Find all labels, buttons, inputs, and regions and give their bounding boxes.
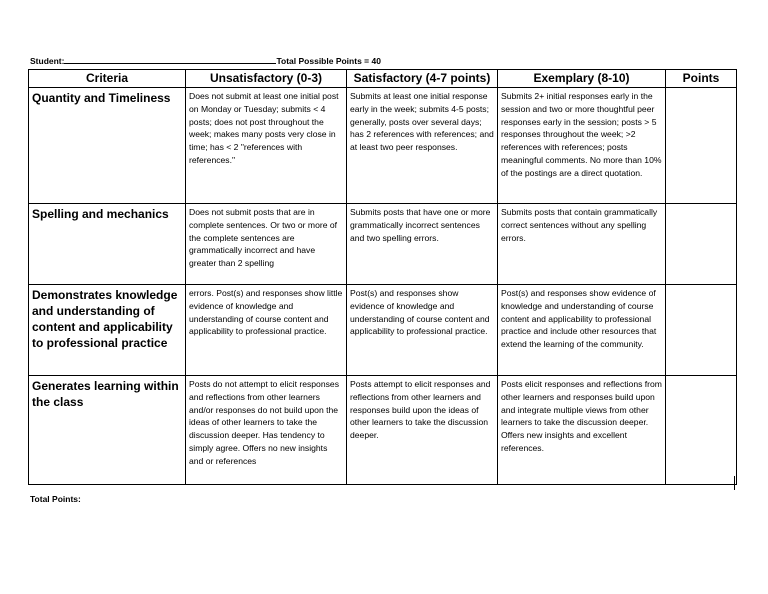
points-cell[interactable] — [666, 376, 737, 485]
table-border-tail — [734, 476, 735, 490]
exemplary-cell: Submits 2+ initial responses early in the session and two or more thoughtful peer responses early in the session; posts > 5 responses throughout the week; >2 references with references; posts meaningful comments. No more than 10% of the postings are a direct quotation. — [498, 88, 666, 204]
satisfactory-cell: Post(s) and responses show evidence of knowledge and understanding of course content and applicability to professional practice. — [347, 285, 498, 376]
student-name-blank[interactable] — [64, 55, 276, 64]
exemplary-cell: Posts elicit responses and reflections from other learners and responses build upon and integrate multiple views from other learners to take the discussion deeper. Offers new insights and excellent references. — [498, 376, 666, 485]
total-possible-points: Total Possible Points = 40 — [276, 56, 381, 66]
criteria-cell: Spelling and mechanics — [29, 204, 186, 285]
exemplary-cell: Post(s) and responses show evidence of knowledge and understanding of course content and applicability to professional practice and include other resources that extend the learning of the community. — [498, 285, 666, 376]
header-line — [30, 55, 381, 66]
rubric-table — [28, 69, 737, 485]
points-cell[interactable] — [666, 88, 737, 204]
total-points-label: Total Points: — [30, 494, 81, 504]
unsatisfactory-cell: Posts do not attempt to elicit responses and reflections from other learners and/or responses do not build upon the ideas of other learners to take the discussion deeper. Has tendency to simply agree. Offers no new insights and or references — [186, 376, 347, 485]
points-cell[interactable] — [666, 204, 737, 285]
column-header-unsatisfactory: Unsatisfactory (0-3) — [186, 70, 347, 88]
rubric-header-row — [29, 70, 737, 88]
table-row — [29, 88, 737, 204]
column-header-exemplary: Exemplary (8-10) — [498, 70, 666, 88]
column-header-criteria: Criteria — [29, 70, 186, 88]
column-header-points: Points — [666, 70, 737, 88]
column-header-satisfactory: Satisfactory (4-7 points) — [347, 70, 498, 88]
criteria-cell: Generates learning within the class — [29, 376, 186, 485]
points-cell[interactable] — [666, 285, 737, 376]
criteria-cell: Demonstrates knowledge and understanding of content and applicability to professional practice — [29, 285, 186, 376]
table-row — [29, 376, 737, 485]
satisfactory-cell: Submits posts that have one or more grammatically incorrect sentences and two spelling errors. — [347, 204, 498, 285]
unsatisfactory-cell: Does not submit posts that are in complete sentences. Or two or more of the complete sentences are grammatically incorrect and have greater than 2 spelling — [186, 204, 347, 285]
satisfactory-cell: Posts attempt to elicit responses and reflections from other learners and responses build upon the ideas of other learners to take the discussion deeper. — [347, 376, 498, 485]
unsatisfactory-cell: errors. Post(s) and responses show little evidence of knowledge and understanding of course content and applicability to professional practice. — [186, 285, 347, 376]
student-label: Student: — [30, 56, 65, 66]
unsatisfactory-cell: Does not submit at least one initial post on Monday or Tuesday; submits < 4 posts; does not post throughout the week; makes many posts very close in time; has < 2 "references with references." — [186, 88, 347, 204]
table-row — [29, 204, 737, 285]
criteria-cell: Quantity and Timeliness — [29, 88, 186, 204]
satisfactory-cell: Submits at least one initial response early in the week; submits 4-5 posts; generally, posts over several days; has 2 references with references; and at least two peer responses. — [347, 88, 498, 204]
table-row — [29, 285, 737, 376]
exemplary-cell: Submits posts that contain grammatically correct sentences without any spelling errors. — [498, 204, 666, 285]
